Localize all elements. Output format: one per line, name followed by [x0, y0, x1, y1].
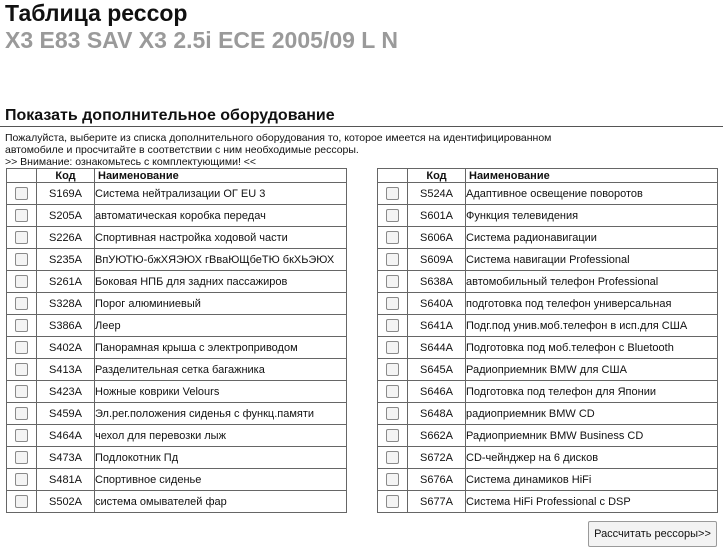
- option-code: S606A: [408, 227, 466, 249]
- equipment-checkbox[interactable]: [386, 231, 399, 244]
- checkbox-cell: [7, 359, 37, 381]
- option-code: S226A: [37, 227, 95, 249]
- option-code: S524A: [408, 183, 466, 205]
- checkbox-cell: [7, 337, 37, 359]
- equipment-checkbox[interactable]: [15, 429, 28, 442]
- equipment-checkbox[interactable]: [15, 319, 28, 332]
- option-code: S459A: [37, 403, 95, 425]
- equipment-row: [378, 491, 718, 513]
- equipment-checkbox[interactable]: [15, 407, 28, 420]
- equipment-row: [378, 271, 718, 293]
- equipment-checkbox[interactable]: [386, 473, 399, 486]
- equipment-row: [378, 425, 718, 447]
- equipment-row: [7, 337, 347, 359]
- equipment-row: [7, 491, 347, 513]
- option-code: S205A: [37, 205, 95, 227]
- checkbox-cell: [7, 293, 37, 315]
- option-name: Подлокотник Пд: [95, 447, 347, 469]
- option-name: Панорамная крыша с электроприводом: [95, 337, 347, 359]
- option-code: S640A: [408, 293, 466, 315]
- checkbox-cell: [378, 491, 408, 513]
- checkbox-cell: [378, 469, 408, 491]
- option-code: S328A: [37, 293, 95, 315]
- info-text: [5, 132, 585, 168]
- option-name: Боковая НПБ для задних пассажиров: [95, 271, 347, 293]
- option-name: чехол для перевозки лыж: [95, 425, 347, 447]
- option-name: Радиоприемник BMW для США: [466, 359, 718, 381]
- option-code: S261A: [37, 271, 95, 293]
- option-code: S648A: [408, 403, 466, 425]
- checkbox-cell: [378, 403, 408, 425]
- checkbox-cell: [7, 227, 37, 249]
- checkbox-cell: [378, 337, 408, 359]
- option-code: S473A: [37, 447, 95, 469]
- option-name: Эл.рег.положения сиденья с функц.памяти: [95, 403, 347, 425]
- name-column-header: Наименование: [95, 169, 347, 183]
- option-name: радиоприемник BMW CD: [466, 403, 718, 425]
- equipment-row: [378, 205, 718, 227]
- equipment-checkbox[interactable]: [386, 209, 399, 222]
- checkbox-cell: [378, 381, 408, 403]
- checkbox-cell: [7, 271, 37, 293]
- equipment-checkbox[interactable]: [386, 363, 399, 376]
- option-name: CD-чейнджер на 6 дисков: [466, 447, 718, 469]
- equipment-table-left: [6, 168, 347, 513]
- section-divider: [0, 126, 723, 127]
- equipment-checkbox[interactable]: [15, 187, 28, 200]
- equipment-row: [7, 469, 347, 491]
- option-name: Подг.под унив.моб.телефон в исп.для США: [466, 315, 718, 337]
- equipment-checkbox[interactable]: [15, 275, 28, 288]
- checkbox-cell: [378, 205, 408, 227]
- option-code: S601A: [408, 205, 466, 227]
- vehicle-subtitle: X3 E83 SAV X3 2.5i ECE 2005/09 L N: [5, 27, 398, 53]
- checkbox-cell: [7, 491, 37, 513]
- equipment-table-right: [377, 168, 718, 513]
- equipment-row: [378, 249, 718, 271]
- equipment-row: [7, 293, 347, 315]
- code-column-header: Код: [37, 169, 95, 183]
- equipment-row: [7, 425, 347, 447]
- option-name: подготовка под телефон универсальная: [466, 293, 718, 315]
- equipment-checkbox[interactable]: [386, 451, 399, 464]
- equipment-row: [7, 205, 347, 227]
- option-code: S641A: [408, 315, 466, 337]
- option-code: S645A: [408, 359, 466, 381]
- equipment-checkbox[interactable]: [15, 363, 28, 376]
- option-code: S644A: [408, 337, 466, 359]
- equipment-row: [7, 183, 347, 205]
- equipment-checkbox[interactable]: [386, 275, 399, 288]
- equipment-checkbox[interactable]: [386, 429, 399, 442]
- checkbox-cell: [378, 227, 408, 249]
- equipment-checkbox[interactable]: [15, 473, 28, 486]
- option-name: Система навигации Professional: [466, 249, 718, 271]
- option-name: Ножные коврики Velours: [95, 381, 347, 403]
- option-code: S662A: [408, 425, 466, 447]
- page-title: Таблица рессор: [5, 0, 188, 26]
- equipment-row: [7, 249, 347, 271]
- option-code: S638A: [408, 271, 466, 293]
- equipment-row: [7, 271, 347, 293]
- equipment-checkbox[interactable]: [15, 385, 28, 398]
- option-code: S677A: [408, 491, 466, 513]
- option-code: S402A: [37, 337, 95, 359]
- equipment-checkbox[interactable]: [15, 451, 28, 464]
- equipment-checkbox[interactable]: [386, 341, 399, 354]
- calculate-springs-button[interactable]: Рассчитать рессоры>>: [588, 521, 717, 547]
- equipment-row: [378, 381, 718, 403]
- equipment-row: [378, 447, 718, 469]
- option-name: Система HiFi Professional с DSP: [466, 491, 718, 513]
- checkbox-header: [378, 169, 408, 183]
- info-line: автомобиле и просчитайте в соответствии с ним необходимые рессоры.: [5, 144, 359, 156]
- option-name: Разделительная сетка багажника: [95, 359, 347, 381]
- checkbox-cell: [378, 359, 408, 381]
- checkbox-cell: [378, 183, 408, 205]
- equipment-checkbox[interactable]: [386, 187, 399, 200]
- option-name: Спортивное сиденье: [95, 469, 347, 491]
- option-name: автоматическая коробка передач: [95, 205, 347, 227]
- checkbox-cell: [7, 205, 37, 227]
- checkbox-cell: [7, 183, 37, 205]
- option-name: Спортивная настройка ходовой части: [95, 227, 347, 249]
- attention-link[interactable]: >> Внимание: ознакомьтесь с комплектующими! <<: [5, 156, 257, 168]
- equipment-row: [378, 183, 718, 205]
- equipment-checkbox[interactable]: [386, 319, 399, 332]
- option-code: S386A: [37, 315, 95, 337]
- option-name: Леер: [95, 315, 347, 337]
- name-column-header: Наименование: [466, 169, 718, 183]
- checkbox-cell: [378, 447, 408, 469]
- checkbox-cell: [7, 403, 37, 425]
- checkbox-cell: [7, 425, 37, 447]
- option-code: S235A: [37, 249, 95, 271]
- equipment-checkbox[interactable]: [15, 297, 28, 310]
- option-name: автомобильный телефон Professional: [466, 271, 718, 293]
- equipment-checkbox[interactable]: [386, 297, 399, 310]
- equipment-row: [378, 337, 718, 359]
- option-name: Подготовка под телефон для Японии: [466, 381, 718, 403]
- equipment-checkbox[interactable]: [15, 341, 28, 354]
- equipment-row: [7, 447, 347, 469]
- option-code: S464A: [37, 425, 95, 447]
- section-heading: Показать дополнительное оборудование: [5, 107, 335, 124]
- option-code: S676A: [408, 469, 466, 491]
- equipment-row: [7, 403, 347, 425]
- option-code: S481A: [37, 469, 95, 491]
- equipment-row: [7, 227, 347, 249]
- checkbox-cell: [7, 381, 37, 403]
- option-name: Функция телевидения: [466, 205, 718, 227]
- equipment-row: [378, 403, 718, 425]
- option-name: ВпУЮТЮ-бжХЯЭЮХ гВваЮЩбеТЮ бкХЬЭЮХ: [95, 249, 347, 271]
- option-name: Радиоприемник BMW Business CD: [466, 425, 718, 447]
- equipment-checkbox[interactable]: [15, 231, 28, 244]
- checkbox-cell: [7, 249, 37, 271]
- checkbox-cell: [378, 315, 408, 337]
- option-name: Система радионавигации: [466, 227, 718, 249]
- option-code: S169A: [37, 183, 95, 205]
- info-line: Пожалуйста, выберите из списка дополнительного оборудования то, которое имеется на идентифицированном: [5, 132, 552, 144]
- checkbox-cell: [378, 293, 408, 315]
- checkbox-cell: [378, 271, 408, 293]
- equipment-row: [378, 359, 718, 381]
- option-code: S609A: [408, 249, 466, 271]
- equipment-row: [7, 359, 347, 381]
- option-name: Адаптивное освещение поворотов: [466, 183, 718, 205]
- option-code: S423A: [37, 381, 95, 403]
- equipment-row: [378, 227, 718, 249]
- option-code: S646A: [408, 381, 466, 403]
- equipment-row: [7, 381, 347, 403]
- equipment-checkbox[interactable]: [386, 385, 399, 398]
- checkbox-cell: [378, 425, 408, 447]
- equipment-checkbox[interactable]: [15, 209, 28, 222]
- checkbox-cell: [378, 249, 408, 271]
- equipment-row: [378, 293, 718, 315]
- option-code: S502A: [37, 491, 95, 513]
- option-name: Система динамиков HiFi: [466, 469, 718, 491]
- checkbox-header: [7, 169, 37, 183]
- option-name: Подготовка под моб.телефон с Bluetooth: [466, 337, 718, 359]
- checkbox-cell: [7, 447, 37, 469]
- option-name: система омывателей фар: [95, 491, 347, 513]
- equipment-checkbox[interactable]: [386, 495, 399, 508]
- option-code: S672A: [408, 447, 466, 469]
- equipment-checkbox[interactable]: [15, 253, 28, 266]
- equipment-row: [378, 315, 718, 337]
- equipment-row: [378, 469, 718, 491]
- checkbox-cell: [7, 469, 37, 491]
- option-code: S413A: [37, 359, 95, 381]
- equipment-checkbox[interactable]: [386, 253, 399, 266]
- option-name: Порог алюминиевый: [95, 293, 347, 315]
- checkbox-cell: [7, 315, 37, 337]
- equipment-row: [7, 315, 347, 337]
- equipment-checkbox[interactable]: [386, 407, 399, 420]
- code-column-header: Код: [408, 169, 466, 183]
- equipment-checkbox[interactable]: [15, 495, 28, 508]
- option-name: Система нейтрализации ОГ EU 3: [95, 183, 347, 205]
